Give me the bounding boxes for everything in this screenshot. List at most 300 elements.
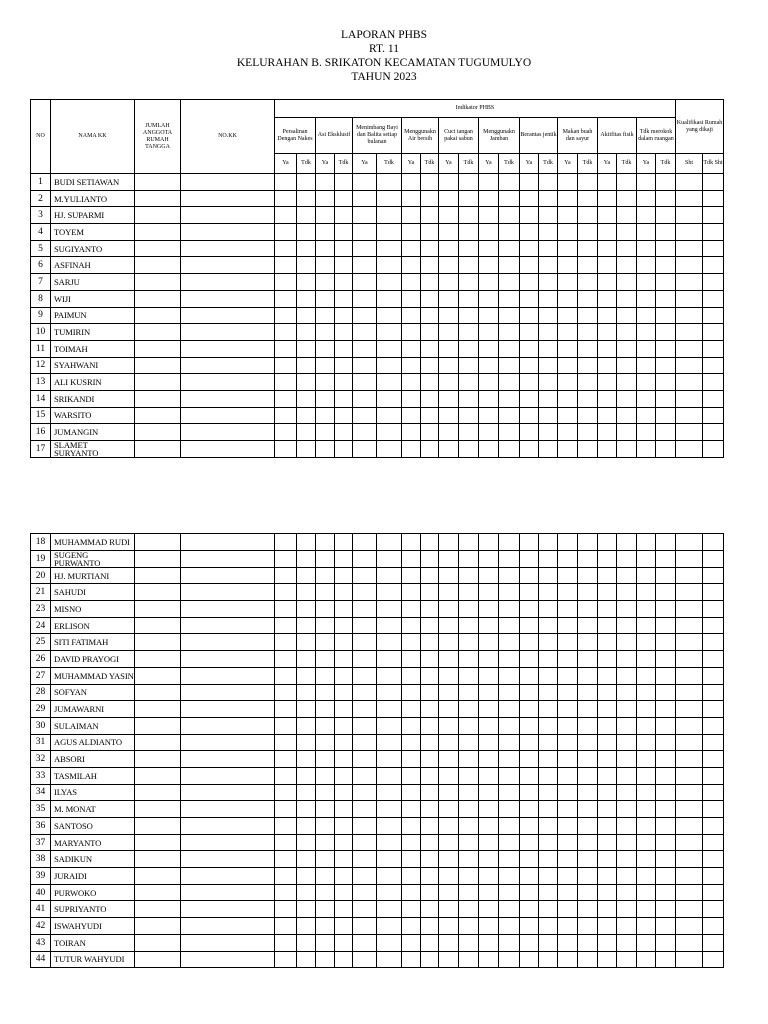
empty-cell[interactable] bbox=[703, 684, 724, 701]
empty-cell[interactable] bbox=[558, 667, 578, 684]
empty-cell[interactable] bbox=[703, 834, 724, 851]
empty-cell[interactable] bbox=[459, 240, 479, 257]
empty-cell[interactable] bbox=[578, 934, 598, 951]
empty-cell[interactable] bbox=[377, 801, 402, 818]
empty-cell[interactable] bbox=[479, 751, 499, 768]
empty-cell[interactable] bbox=[539, 207, 558, 224]
empty-cell[interactable] bbox=[377, 374, 402, 391]
empty-cell[interactable] bbox=[353, 851, 377, 868]
empty-cell[interactable] bbox=[181, 667, 275, 684]
empty-cell[interactable] bbox=[578, 584, 598, 601]
empty-cell[interactable] bbox=[439, 851, 459, 868]
empty-cell[interactable] bbox=[377, 240, 402, 257]
empty-cell[interactable] bbox=[656, 818, 676, 835]
empty-cell[interactable] bbox=[402, 934, 421, 951]
empty-cell[interactable] bbox=[275, 340, 297, 357]
empty-cell[interactable] bbox=[617, 174, 637, 191]
empty-cell[interactable] bbox=[353, 901, 377, 918]
empty-cell[interactable] bbox=[539, 717, 558, 734]
empty-cell[interactable] bbox=[439, 567, 459, 584]
empty-cell[interactable] bbox=[353, 834, 377, 851]
empty-cell[interactable] bbox=[439, 240, 459, 257]
empty-cell[interactable] bbox=[316, 617, 335, 634]
empty-cell[interactable] bbox=[335, 601, 353, 618]
empty-cell[interactable] bbox=[402, 901, 421, 918]
empty-cell[interactable] bbox=[558, 424, 578, 441]
empty-cell[interactable] bbox=[479, 190, 499, 207]
empty-cell[interactable] bbox=[335, 390, 353, 407]
empty-cell[interactable] bbox=[617, 651, 637, 668]
empty-cell[interactable] bbox=[578, 918, 598, 935]
empty-cell[interactable] bbox=[499, 767, 520, 784]
empty-cell[interactable] bbox=[402, 767, 421, 784]
empty-cell[interactable] bbox=[459, 584, 479, 601]
empty-cell[interactable] bbox=[402, 224, 421, 241]
empty-cell[interactable] bbox=[335, 701, 353, 718]
empty-cell[interactable] bbox=[439, 550, 459, 567]
empty-cell[interactable] bbox=[656, 290, 676, 307]
empty-cell[interactable] bbox=[598, 374, 617, 391]
empty-cell[interactable] bbox=[297, 224, 316, 241]
empty-cell[interactable] bbox=[402, 601, 421, 618]
empty-cell[interactable] bbox=[353, 424, 377, 441]
empty-cell[interactable] bbox=[656, 868, 676, 885]
empty-cell[interactable] bbox=[316, 701, 335, 718]
empty-cell[interactable] bbox=[459, 567, 479, 584]
empty-cell[interactable] bbox=[656, 884, 676, 901]
empty-cell[interactable] bbox=[297, 584, 316, 601]
empty-cell[interactable] bbox=[617, 717, 637, 734]
empty-cell[interactable] bbox=[439, 667, 459, 684]
empty-cell[interactable] bbox=[656, 651, 676, 668]
empty-cell[interactable] bbox=[421, 667, 439, 684]
empty-cell[interactable] bbox=[353, 584, 377, 601]
empty-cell[interactable] bbox=[297, 274, 316, 291]
empty-cell[interactable] bbox=[297, 290, 316, 307]
empty-cell[interactable] bbox=[181, 357, 275, 374]
empty-cell[interactable] bbox=[598, 207, 617, 224]
empty-cell[interactable] bbox=[135, 567, 181, 584]
empty-cell[interactable] bbox=[439, 357, 459, 374]
empty-cell[interactable] bbox=[499, 207, 520, 224]
empty-cell[interactable] bbox=[297, 684, 316, 701]
empty-cell[interactable] bbox=[558, 884, 578, 901]
empty-cell[interactable] bbox=[353, 818, 377, 835]
empty-cell[interactable] bbox=[578, 818, 598, 835]
empty-cell[interactable] bbox=[181, 934, 275, 951]
empty-cell[interactable] bbox=[479, 550, 499, 567]
empty-cell[interactable] bbox=[335, 901, 353, 918]
empty-cell[interactable] bbox=[703, 818, 724, 835]
empty-cell[interactable] bbox=[617, 357, 637, 374]
empty-cell[interactable] bbox=[135, 441, 181, 458]
empty-cell[interactable] bbox=[539, 407, 558, 424]
empty-cell[interactable] bbox=[637, 951, 656, 968]
empty-cell[interactable] bbox=[479, 407, 499, 424]
empty-cell[interactable] bbox=[479, 567, 499, 584]
empty-cell[interactable] bbox=[439, 290, 459, 307]
empty-cell[interactable] bbox=[335, 851, 353, 868]
empty-cell[interactable] bbox=[335, 584, 353, 601]
empty-cell[interactable] bbox=[297, 357, 316, 374]
empty-cell[interactable] bbox=[353, 357, 377, 374]
empty-cell[interactable] bbox=[316, 174, 335, 191]
empty-cell[interactable] bbox=[703, 617, 724, 634]
empty-cell[interactable] bbox=[402, 340, 421, 357]
empty-cell[interactable] bbox=[421, 584, 439, 601]
empty-cell[interactable] bbox=[539, 918, 558, 935]
empty-cell[interactable] bbox=[479, 684, 499, 701]
empty-cell[interactable] bbox=[377, 407, 402, 424]
empty-cell[interactable] bbox=[598, 751, 617, 768]
empty-cell[interactable] bbox=[598, 634, 617, 651]
empty-cell[interactable] bbox=[421, 534, 439, 551]
empty-cell[interactable] bbox=[275, 584, 297, 601]
empty-cell[interactable] bbox=[377, 424, 402, 441]
empty-cell[interactable] bbox=[335, 290, 353, 307]
empty-cell[interactable] bbox=[520, 834, 539, 851]
empty-cell[interactable] bbox=[335, 818, 353, 835]
empty-cell[interactable] bbox=[676, 901, 703, 918]
empty-cell[interactable] bbox=[181, 701, 275, 718]
empty-cell[interactable] bbox=[479, 224, 499, 241]
empty-cell[interactable] bbox=[297, 868, 316, 885]
empty-cell[interactable] bbox=[578, 884, 598, 901]
empty-cell[interactable] bbox=[353, 441, 377, 458]
empty-cell[interactable] bbox=[637, 240, 656, 257]
empty-cell[interactable] bbox=[598, 407, 617, 424]
empty-cell[interactable] bbox=[439, 534, 459, 551]
empty-cell[interactable] bbox=[297, 818, 316, 835]
empty-cell[interactable] bbox=[459, 550, 479, 567]
empty-cell[interactable] bbox=[181, 818, 275, 835]
empty-cell[interactable] bbox=[578, 174, 598, 191]
empty-cell[interactable] bbox=[578, 667, 598, 684]
empty-cell[interactable] bbox=[135, 667, 181, 684]
empty-cell[interactable] bbox=[539, 667, 558, 684]
empty-cell[interactable] bbox=[578, 567, 598, 584]
empty-cell[interactable] bbox=[539, 734, 558, 751]
empty-cell[interactable] bbox=[598, 567, 617, 584]
empty-cell[interactable] bbox=[479, 918, 499, 935]
empty-cell[interactable] bbox=[676, 307, 703, 324]
empty-cell[interactable] bbox=[578, 290, 598, 307]
empty-cell[interactable] bbox=[637, 684, 656, 701]
empty-cell[interactable] bbox=[297, 407, 316, 424]
empty-cell[interactable] bbox=[335, 190, 353, 207]
empty-cell[interactable] bbox=[135, 868, 181, 885]
empty-cell[interactable] bbox=[275, 751, 297, 768]
empty-cell[interactable] bbox=[558, 634, 578, 651]
empty-cell[interactable] bbox=[421, 951, 439, 968]
empty-cell[interactable] bbox=[275, 290, 297, 307]
empty-cell[interactable] bbox=[479, 324, 499, 341]
empty-cell[interactable] bbox=[598, 934, 617, 951]
empty-cell[interactable] bbox=[135, 851, 181, 868]
empty-cell[interactable] bbox=[598, 651, 617, 668]
empty-cell[interactable] bbox=[617, 868, 637, 885]
empty-cell[interactable] bbox=[703, 901, 724, 918]
empty-cell[interactable] bbox=[598, 901, 617, 918]
empty-cell[interactable] bbox=[377, 667, 402, 684]
empty-cell[interactable] bbox=[637, 207, 656, 224]
empty-cell[interactable] bbox=[539, 951, 558, 968]
empty-cell[interactable] bbox=[703, 567, 724, 584]
empty-cell[interactable] bbox=[135, 584, 181, 601]
empty-cell[interactable] bbox=[617, 767, 637, 784]
empty-cell[interactable] bbox=[275, 868, 297, 885]
empty-cell[interactable] bbox=[459, 290, 479, 307]
empty-cell[interactable] bbox=[181, 224, 275, 241]
empty-cell[interactable] bbox=[316, 240, 335, 257]
empty-cell[interactable] bbox=[459, 801, 479, 818]
empty-cell[interactable] bbox=[275, 390, 297, 407]
empty-cell[interactable] bbox=[275, 818, 297, 835]
empty-cell[interactable] bbox=[479, 240, 499, 257]
empty-cell[interactable] bbox=[316, 584, 335, 601]
empty-cell[interactable] bbox=[335, 174, 353, 191]
empty-cell[interactable] bbox=[499, 357, 520, 374]
empty-cell[interactable] bbox=[578, 224, 598, 241]
empty-cell[interactable] bbox=[439, 584, 459, 601]
empty-cell[interactable] bbox=[558, 818, 578, 835]
empty-cell[interactable] bbox=[335, 951, 353, 968]
empty-cell[interactable] bbox=[479, 374, 499, 391]
empty-cell[interactable] bbox=[275, 851, 297, 868]
empty-cell[interactable] bbox=[459, 634, 479, 651]
empty-cell[interactable] bbox=[578, 190, 598, 207]
empty-cell[interactable] bbox=[421, 751, 439, 768]
empty-cell[interactable] bbox=[135, 918, 181, 935]
empty-cell[interactable] bbox=[539, 290, 558, 307]
empty-cell[interactable] bbox=[402, 834, 421, 851]
empty-cell[interactable] bbox=[421, 567, 439, 584]
empty-cell[interactable] bbox=[421, 601, 439, 618]
empty-cell[interactable] bbox=[181, 868, 275, 885]
empty-cell[interactable] bbox=[353, 934, 377, 951]
empty-cell[interactable] bbox=[479, 951, 499, 968]
empty-cell[interactable] bbox=[377, 617, 402, 634]
empty-cell[interactable] bbox=[479, 634, 499, 651]
empty-cell[interactable] bbox=[656, 717, 676, 734]
empty-cell[interactable] bbox=[479, 534, 499, 551]
empty-cell[interactable] bbox=[439, 390, 459, 407]
empty-cell[interactable] bbox=[275, 717, 297, 734]
empty-cell[interactable] bbox=[578, 951, 598, 968]
empty-cell[interactable] bbox=[598, 274, 617, 291]
empty-cell[interactable] bbox=[598, 834, 617, 851]
empty-cell[interactable] bbox=[479, 617, 499, 634]
empty-cell[interactable] bbox=[275, 190, 297, 207]
empty-cell[interactable] bbox=[520, 818, 539, 835]
empty-cell[interactable] bbox=[656, 374, 676, 391]
empty-cell[interactable] bbox=[377, 701, 402, 718]
empty-cell[interactable] bbox=[421, 818, 439, 835]
empty-cell[interactable] bbox=[402, 190, 421, 207]
empty-cell[interactable] bbox=[377, 584, 402, 601]
empty-cell[interactable] bbox=[181, 290, 275, 307]
empty-cell[interactable] bbox=[439, 374, 459, 391]
empty-cell[interactable] bbox=[520, 240, 539, 257]
empty-cell[interactable] bbox=[297, 441, 316, 458]
empty-cell[interactable] bbox=[297, 424, 316, 441]
empty-cell[interactable] bbox=[316, 207, 335, 224]
empty-cell[interactable] bbox=[316, 751, 335, 768]
empty-cell[interactable] bbox=[377, 851, 402, 868]
empty-cell[interactable] bbox=[479, 868, 499, 885]
empty-cell[interactable] bbox=[703, 407, 724, 424]
empty-cell[interactable] bbox=[703, 717, 724, 734]
empty-cell[interactable] bbox=[297, 918, 316, 935]
empty-cell[interactable] bbox=[578, 601, 598, 618]
empty-cell[interactable] bbox=[421, 207, 439, 224]
empty-cell[interactable] bbox=[439, 324, 459, 341]
empty-cell[interactable] bbox=[135, 324, 181, 341]
empty-cell[interactable] bbox=[316, 901, 335, 918]
empty-cell[interactable] bbox=[181, 584, 275, 601]
empty-cell[interactable] bbox=[520, 424, 539, 441]
empty-cell[interactable] bbox=[499, 834, 520, 851]
empty-cell[interactable] bbox=[499, 407, 520, 424]
empty-cell[interactable] bbox=[703, 951, 724, 968]
empty-cell[interactable] bbox=[676, 407, 703, 424]
empty-cell[interactable] bbox=[135, 424, 181, 441]
empty-cell[interactable] bbox=[335, 667, 353, 684]
empty-cell[interactable] bbox=[479, 834, 499, 851]
empty-cell[interactable] bbox=[402, 567, 421, 584]
empty-cell[interactable] bbox=[459, 868, 479, 885]
empty-cell[interactable] bbox=[316, 257, 335, 274]
empty-cell[interactable] bbox=[598, 390, 617, 407]
empty-cell[interactable] bbox=[558, 441, 578, 458]
empty-cell[interactable] bbox=[558, 684, 578, 701]
empty-cell[interactable] bbox=[520, 934, 539, 951]
empty-cell[interactable] bbox=[335, 257, 353, 274]
empty-cell[interactable] bbox=[617, 567, 637, 584]
empty-cell[interactable] bbox=[499, 651, 520, 668]
empty-cell[interactable] bbox=[598, 951, 617, 968]
empty-cell[interactable] bbox=[578, 784, 598, 801]
empty-cell[interactable] bbox=[676, 834, 703, 851]
empty-cell[interactable] bbox=[135, 307, 181, 324]
empty-cell[interactable] bbox=[499, 274, 520, 291]
empty-cell[interactable] bbox=[499, 307, 520, 324]
empty-cell[interactable] bbox=[316, 818, 335, 835]
empty-cell[interactable] bbox=[499, 174, 520, 191]
empty-cell[interactable] bbox=[181, 717, 275, 734]
empty-cell[interactable] bbox=[703, 701, 724, 718]
empty-cell[interactable] bbox=[402, 951, 421, 968]
empty-cell[interactable] bbox=[335, 868, 353, 885]
empty-cell[interactable] bbox=[135, 734, 181, 751]
empty-cell[interactable] bbox=[439, 818, 459, 835]
empty-cell[interactable] bbox=[703, 257, 724, 274]
empty-cell[interactable] bbox=[135, 257, 181, 274]
empty-cell[interactable] bbox=[275, 441, 297, 458]
empty-cell[interactable] bbox=[558, 834, 578, 851]
empty-cell[interactable] bbox=[353, 918, 377, 935]
empty-cell[interactable] bbox=[558, 901, 578, 918]
empty-cell[interactable] bbox=[520, 884, 539, 901]
empty-cell[interactable] bbox=[676, 550, 703, 567]
empty-cell[interactable] bbox=[459, 667, 479, 684]
empty-cell[interactable] bbox=[703, 851, 724, 868]
empty-cell[interactable] bbox=[316, 884, 335, 901]
empty-cell[interactable] bbox=[377, 918, 402, 935]
empty-cell[interactable] bbox=[439, 207, 459, 224]
empty-cell[interactable] bbox=[656, 567, 676, 584]
empty-cell[interactable] bbox=[377, 901, 402, 918]
empty-cell[interactable] bbox=[676, 390, 703, 407]
empty-cell[interactable] bbox=[316, 918, 335, 935]
empty-cell[interactable] bbox=[377, 734, 402, 751]
empty-cell[interactable] bbox=[499, 684, 520, 701]
empty-cell[interactable] bbox=[637, 918, 656, 935]
empty-cell[interactable] bbox=[316, 274, 335, 291]
empty-cell[interactable] bbox=[335, 717, 353, 734]
empty-cell[interactable] bbox=[637, 651, 656, 668]
empty-cell[interactable] bbox=[479, 651, 499, 668]
empty-cell[interactable] bbox=[617, 290, 637, 307]
empty-cell[interactable] bbox=[275, 407, 297, 424]
empty-cell[interactable] bbox=[459, 884, 479, 901]
empty-cell[interactable] bbox=[598, 868, 617, 885]
empty-cell[interactable] bbox=[598, 174, 617, 191]
empty-cell[interactable] bbox=[353, 307, 377, 324]
empty-cell[interactable] bbox=[539, 801, 558, 818]
empty-cell[interactable] bbox=[335, 424, 353, 441]
empty-cell[interactable] bbox=[316, 340, 335, 357]
empty-cell[interactable] bbox=[676, 441, 703, 458]
empty-cell[interactable] bbox=[637, 224, 656, 241]
empty-cell[interactable] bbox=[520, 951, 539, 968]
empty-cell[interactable] bbox=[275, 240, 297, 257]
empty-cell[interactable] bbox=[703, 801, 724, 818]
empty-cell[interactable] bbox=[439, 274, 459, 291]
empty-cell[interactable] bbox=[637, 257, 656, 274]
empty-cell[interactable] bbox=[520, 851, 539, 868]
empty-cell[interactable] bbox=[377, 634, 402, 651]
empty-cell[interactable] bbox=[275, 667, 297, 684]
empty-cell[interactable] bbox=[377, 784, 402, 801]
empty-cell[interactable] bbox=[558, 617, 578, 634]
empty-cell[interactable] bbox=[578, 274, 598, 291]
empty-cell[interactable] bbox=[637, 868, 656, 885]
empty-cell[interactable] bbox=[703, 357, 724, 374]
empty-cell[interactable] bbox=[135, 934, 181, 951]
empty-cell[interactable] bbox=[499, 701, 520, 718]
empty-cell[interactable] bbox=[181, 207, 275, 224]
empty-cell[interactable] bbox=[578, 550, 598, 567]
empty-cell[interactable] bbox=[275, 767, 297, 784]
empty-cell[interactable] bbox=[520, 534, 539, 551]
empty-cell[interactable] bbox=[421, 918, 439, 935]
empty-cell[interactable] bbox=[479, 257, 499, 274]
empty-cell[interactable] bbox=[520, 567, 539, 584]
empty-cell[interactable] bbox=[135, 818, 181, 835]
empty-cell[interactable] bbox=[558, 374, 578, 391]
empty-cell[interactable] bbox=[402, 701, 421, 718]
empty-cell[interactable] bbox=[617, 390, 637, 407]
empty-cell[interactable] bbox=[459, 601, 479, 618]
empty-cell[interactable] bbox=[402, 617, 421, 634]
empty-cell[interactable] bbox=[335, 734, 353, 751]
empty-cell[interactable] bbox=[617, 934, 637, 951]
empty-cell[interactable] bbox=[316, 390, 335, 407]
empty-cell[interactable] bbox=[402, 407, 421, 424]
empty-cell[interactable] bbox=[637, 357, 656, 374]
empty-cell[interactable] bbox=[479, 767, 499, 784]
